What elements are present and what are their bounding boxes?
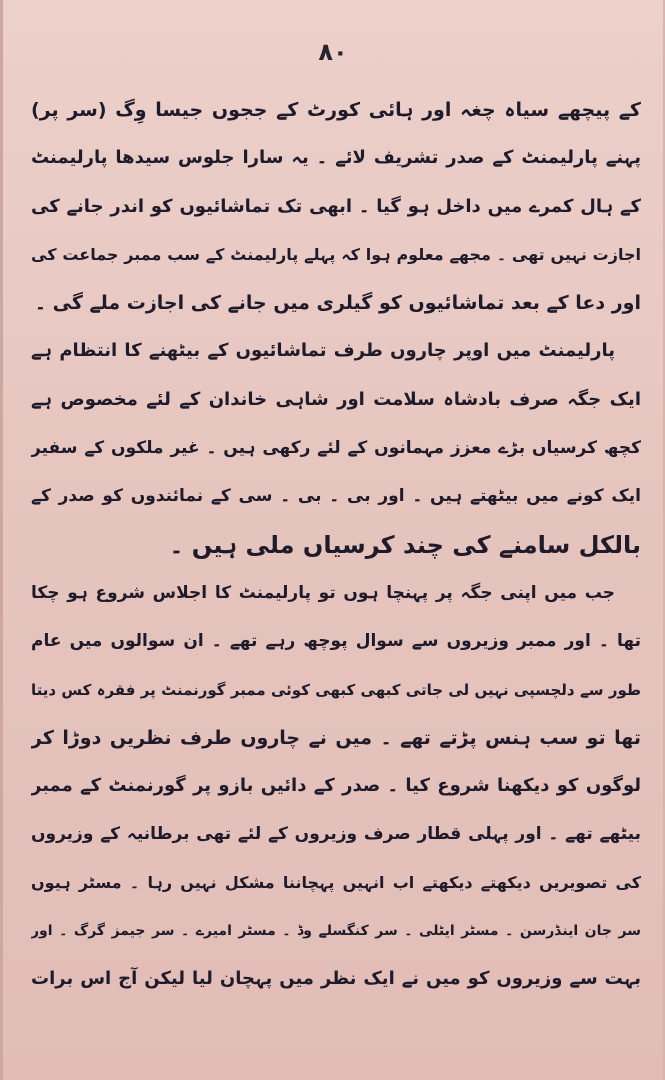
text-line: کے ہال کمرے میں داخل ہو گیا ۔ ابھی تک تماشائیوں کو اندر جانے کی bbox=[31, 195, 641, 217]
text-line: پارلیمنٹ میں اوپر چاروں طرف تماشائیوں کے بیٹھنے کا انتظام ہے bbox=[31, 340, 615, 362]
text-line: پہنے پارلیمنٹ کے صدر تشریف لائے ۔ یہ سارا جلوس سیدھا پارلیمنٹ bbox=[31, 147, 641, 169]
text-line: ایک کونے میں بیٹھتے ہیں ۔ اور بی ۔ بی ۔ سی کے نمائندوں کو صدر کے bbox=[31, 486, 641, 507]
text-line: بالکل سامنے کی چند کرسیاں ملی ہیں ۔ bbox=[169, 530, 641, 559]
text-line: اور دعا کے بعد تماشائیوں کو گیلری میں جانے کی اجازت ملے گی ۔ bbox=[34, 292, 641, 315]
text-line: جب میں اپنی جگہ پر پہنچا ہوں تو پارلیمنٹ کا اجلاس شروع ہو چکا bbox=[31, 582, 615, 603]
text-line: سر جان اینڈرسن ۔ مسٹر ایٹلی ۔ سر کنگسلے وڈ ۔ مسٹر امیرے ۔ سر جیمز گرگ ۔ اور bbox=[31, 923, 641, 940]
text-line: کچھ کرسیاں بڑے معزز مہمانوں کے لئے رکھی ہیں ۔ غیر ملکوں کے سفیر bbox=[31, 438, 641, 459]
text-line: تھا تو سب ہنس پڑتے تھے ۔ میں نے چاروں طرف نظریں دوڑا کر bbox=[31, 726, 641, 749]
text-line: تھا ۔ اور ممبر وزیروں سے سوال پوچھ رہے تھے ۔ ان سوالوں میں عام bbox=[31, 631, 641, 652]
text-line: ایک جگہ صرف بادشاہ سلامت اور شاہی خاندان کے لئے مخصوص ہے bbox=[31, 388, 641, 410]
text-line: کی تصویریں دیکھتے دیکھتے اب انہیں پہچاننا مشکل نہیں رہا ۔ مسٹر ہیوں bbox=[31, 872, 641, 892]
page-text bbox=[31, 86, 641, 1004]
text-line: طور سے دلچسپی نہیں لی جاتی کبھی کبھی کوئی ممبر گورنمنٹ پر فقرہ کس دیتا bbox=[31, 680, 641, 699]
text-line: کے پیچھے سیاہ چغہ اور ہائی کورٹ کے ججوں جیسا وِگ (سر پر) bbox=[31, 99, 641, 121]
text-line: بہت سے وزیروں کو میں نے ایک نظر میں پہچان لیا لیکن آج اس برات bbox=[31, 968, 641, 990]
text-line: اجازت نہیں تھی ۔ مجھے معلوم ہوا کہ پہلے پارلیمنٹ کے سب ممبر جماعت کی bbox=[31, 244, 641, 264]
text-line: بیٹھے تھے ۔ اور پہلی قطار صرف وزیروں کے لئے تھی برطانیہ کے وزیروں bbox=[31, 824, 641, 845]
page-number: ۸۰ bbox=[318, 38, 348, 66]
text-line: لوگوں کو دیکھنا شروع کیا ۔ صدر کے دائیں بازو پر گورنمنٹ کے ممبر bbox=[31, 775, 641, 797]
